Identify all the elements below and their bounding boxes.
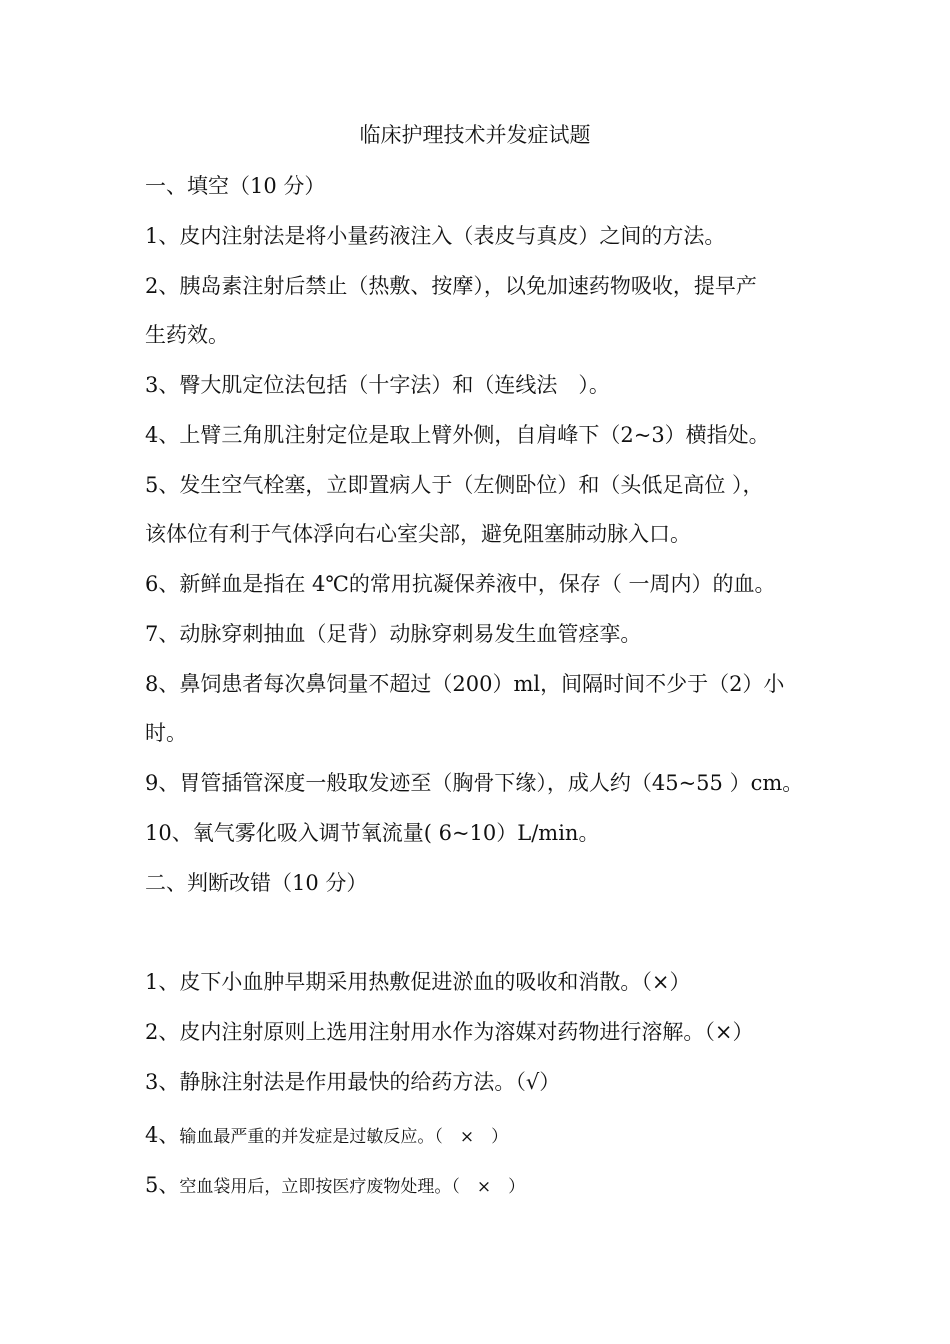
fill-question-5-line1: 5、发生空气栓塞，立即置病人于（左侧卧位）和（头低足高位 ）， bbox=[145, 473, 764, 497]
fill-question-4: 4、上臂三角肌注射定位是取上臂外侧，自肩峰下（2~3）横指处。 bbox=[145, 423, 770, 447]
judge-question-3: 3、静脉注射法是作用最快的给药方法。（√） bbox=[145, 1070, 561, 1094]
judge-question-4-text: 输血最严重的并发症是过敏反应。（ × ） bbox=[179, 1127, 509, 1147]
section1-heading: 一、填空（10 分） bbox=[145, 174, 326, 198]
fill-question-7: 7、动脉穿刺抽血（足背）动脉穿刺易发生血管痉挛。 bbox=[145, 622, 642, 646]
judge-question-5-number: 5、 bbox=[145, 1173, 180, 1197]
fill-question-5-line2: 该体位有利于气体浮向右心室尖部，避免阻塞肺动脉入口。 bbox=[145, 522, 691, 546]
judge-question-4 bbox=[145, 1120, 508, 1150]
fill-question-9: 9、胃管插管深度一般取发迹至（胸骨下缘），成人约（45~55 ）cm。 bbox=[145, 771, 804, 795]
document-title: 临床护理技术并发症试题 bbox=[359, 123, 591, 147]
judge-question-1: 1、皮下小血肿早期采用热敷促进淤血的吸收和消散。（×） bbox=[145, 970, 691, 994]
section2-heading: 二、判断改错（10 分） bbox=[145, 871, 368, 895]
fill-question-8-line2: 时。 bbox=[145, 721, 187, 745]
judge-question-2: 2、皮内注射原则上选用注射用水作为溶媒对药物进行溶解。（×） bbox=[145, 1020, 754, 1044]
fill-question-10: 10、氧气雾化吸入调节氧流量( 6~10）L/min。 bbox=[145, 821, 600, 845]
fill-question-2-line2: 生药效。 bbox=[145, 323, 229, 347]
fill-question-6: 6、新鲜血是指在 4℃的常用抗凝保养液中，保存（ 一周内）的血。 bbox=[145, 572, 776, 596]
judge-question-5 bbox=[145, 1170, 525, 1200]
judge-question-4-number: 4、 bbox=[145, 1123, 180, 1147]
judge-question-5-text: 空血袋用后，立即按医疗废物处理。（ × ） bbox=[179, 1177, 526, 1197]
fill-question-1: 1、皮内注射法是将小量药液注入（表皮与真皮）之间的方法。 bbox=[145, 224, 726, 248]
fill-question-8-line1: 8、鼻饲患者每次鼻饲量不超过（200）ml，间隔时间不少于（2）小 bbox=[145, 672, 785, 696]
fill-question-3: 3、臀大肌定位法包括（十字法）和（连线法 ）。 bbox=[145, 373, 610, 397]
fill-question-2-line1: 2、胰岛素注射后禁止（热敷、按摩），以免加速药物吸收，提早产 bbox=[145, 274, 757, 298]
